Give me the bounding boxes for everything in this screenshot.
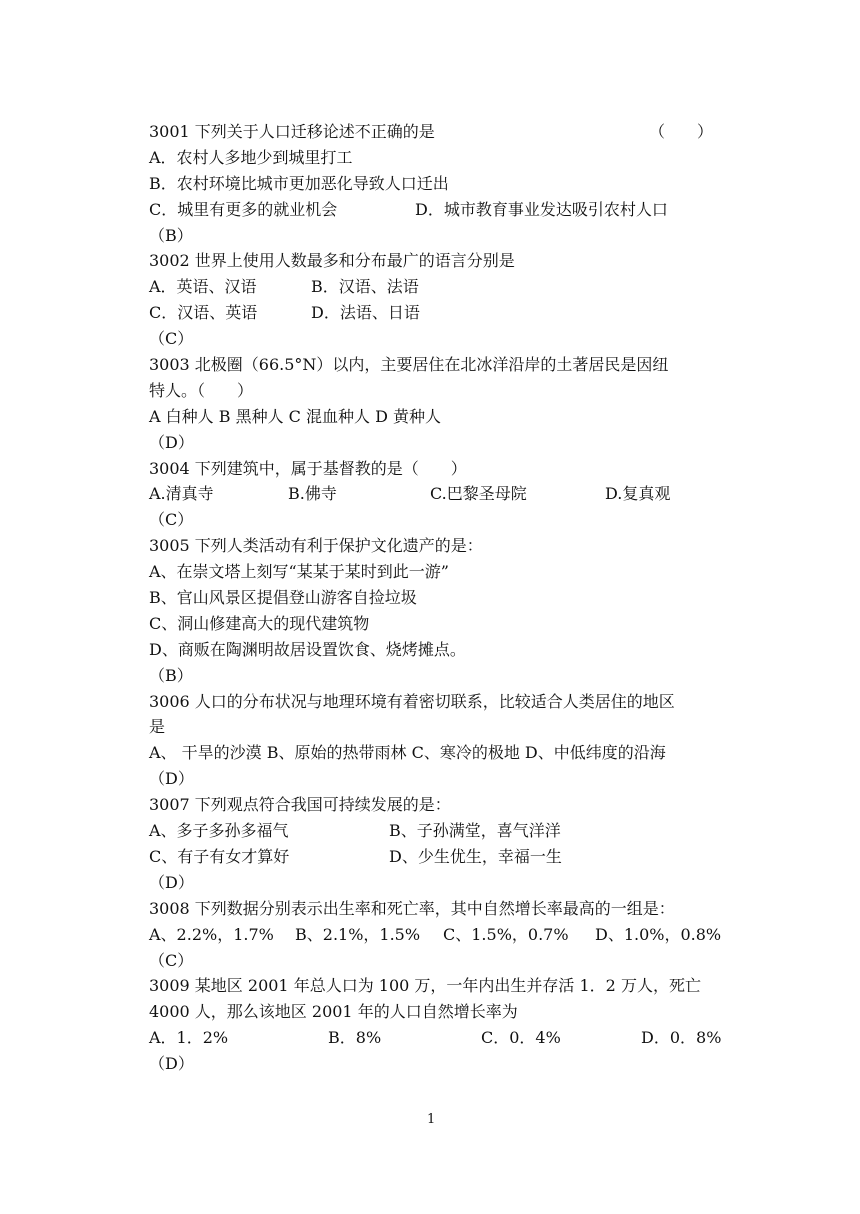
text-segment: （B） — [149, 665, 193, 685]
text-segment: 是 — [149, 717, 166, 737]
text-line — [149, 171, 719, 197]
text-segment: （C） — [149, 950, 194, 970]
text-line — [149, 637, 719, 663]
text-segment: C、有子有女才算好 — [149, 846, 290, 866]
text-segment: D．0．8% — [641, 1028, 722, 1048]
text-line — [149, 663, 719, 689]
text-segment: D、1.0%，0.8% — [595, 924, 722, 944]
text-line — [149, 1051, 719, 1077]
text-line — [149, 792, 719, 818]
text-line — [149, 973, 719, 999]
text-segment: C.巴黎圣母院 — [430, 484, 527, 504]
text-segment: （D） — [149, 1054, 194, 1074]
text-segment: A.清真寺 — [149, 484, 214, 504]
text-line — [149, 870, 719, 896]
text-line — [149, 404, 719, 430]
text-segment: 3005 下列人类活动有利于保护文化遗产的是： — [149, 536, 483, 556]
text-line — [149, 559, 719, 585]
text-line — [149, 507, 719, 533]
text-segment: B．汉语、法语 — [311, 277, 419, 297]
text-line — [149, 223, 719, 249]
text-segment: D．法语、日语 — [311, 303, 420, 323]
text-segment: （D） — [149, 769, 194, 789]
text-line — [149, 1025, 722, 1051]
text-line — [149, 533, 719, 559]
text-segment: A．1．2% — [149, 1028, 229, 1048]
text-segment: A 白种人 B 黑种人 C 混血种人 D 黄种人 — [149, 406, 441, 426]
text-segment: A．农村人多地少到城里打工 — [149, 147, 353, 167]
text-segment: D、商贩在陶渊明故居设置饮食、烧烤摊点。 — [149, 639, 466, 659]
text-segment: B、子孙满堂，喜气洋洋 — [389, 821, 561, 841]
text-segment: D、少生优生，幸福一生 — [389, 846, 562, 866]
text-line — [149, 456, 719, 482]
text-line — [149, 844, 719, 870]
text-segment: 3008 下列数据分别表示出生率和死亡率，其中自然增长率最高的一组是： — [149, 898, 675, 918]
text-line — [149, 352, 719, 378]
text-segment: A、2.2%，1.7% — [149, 924, 274, 944]
text-line — [149, 999, 719, 1025]
text-segment: 4000 人，那么该地区 2001 年的人口自然增长率为 — [149, 1002, 518, 1022]
text-line — [149, 300, 719, 326]
text-segment: 3007 下列观点符合我国可持续发展的是： — [149, 795, 451, 815]
text-segment: C、1.5%，0.7% — [443, 924, 569, 944]
text-line — [149, 611, 719, 637]
text-line — [149, 248, 719, 274]
text-line — [149, 689, 719, 715]
text-segment: 3002 世界上使用人数最多和分布最广的语言分别是 — [149, 251, 515, 271]
text-segment: 3006 人口的分布状况与地理环境有着密切联系，比较适合人类居住的地区 — [149, 691, 675, 711]
text-segment: （B） — [149, 225, 193, 245]
text-line — [149, 274, 719, 300]
text-line — [149, 818, 719, 844]
text-segment: （D） — [149, 432, 194, 452]
text-line — [149, 430, 719, 456]
text-segment: C．0．4% — [481, 1028, 561, 1048]
page-number: 1 — [427, 1112, 436, 1127]
text-segment: 3001 下列关于人口迁移论述不正确的是 — [149, 122, 435, 141]
text-segment: 3003 北极圈（66.5°N）以内，主要居住在北冰洋沿岸的土著居民是因纽 — [149, 355, 669, 375]
text-line — [149, 896, 719, 922]
text-segment: A、 干旱的沙漠 B、原始的热带雨林 C、寒冷的极地 D、中低纬度的沿海 — [149, 743, 666, 763]
text-line — [149, 197, 719, 223]
text-segment: （C） — [149, 510, 194, 530]
text-segment: B、官山风景区提倡登山游客自捡垃圾 — [149, 588, 417, 608]
text-line — [149, 378, 719, 404]
text-segment: C．汉语、英语 — [149, 303, 258, 323]
text-segment: C．城里有更多的就业机会 — [149, 199, 338, 219]
text-segment: 特人。（ ） — [149, 380, 254, 400]
text-segment: B、2.1%，1.5% — [295, 924, 421, 944]
text-segment: D．城市教育事业发达吸引农村人口 — [415, 199, 668, 219]
text-segment: 3009 某地区 2001 年总人口为 100 万，一年内出生并存活 1．2 万人，死亡 — [149, 976, 701, 996]
document-body — [149, 119, 722, 1077]
text-line — [149, 585, 719, 611]
text-segment: D.复真观 — [605, 484, 671, 504]
text-segment: （ ） — [649, 122, 714, 141]
text-line — [149, 922, 722, 948]
text-line — [149, 481, 719, 507]
text-line — [149, 766, 719, 792]
text-segment: A、在崇文塔上刻写“某某于某时到此一游” — [149, 562, 449, 582]
text-segment: A、多子多孙多福气 — [149, 821, 289, 841]
text-segment: B.佛寺 — [288, 484, 337, 504]
text-line — [149, 119, 719, 145]
text-line — [149, 740, 719, 766]
text-segment: 3004 下列建筑中，属于基督教的是（ ） — [149, 458, 467, 478]
text-segment: B．8% — [328, 1028, 382, 1048]
text-segment: （C） — [149, 329, 194, 349]
text-segment: B．农村环境比城市更加恶化导致人口迁出 — [149, 173, 449, 193]
text-line — [149, 948, 719, 974]
text-line — [149, 326, 719, 352]
text-segment: A．英语、汉语 — [149, 277, 257, 297]
text-segment: C、洞山修建高大的现代建筑物 — [149, 613, 370, 633]
text-line — [149, 145, 719, 171]
text-segment: （D） — [149, 872, 194, 892]
text-line — [149, 714, 719, 740]
